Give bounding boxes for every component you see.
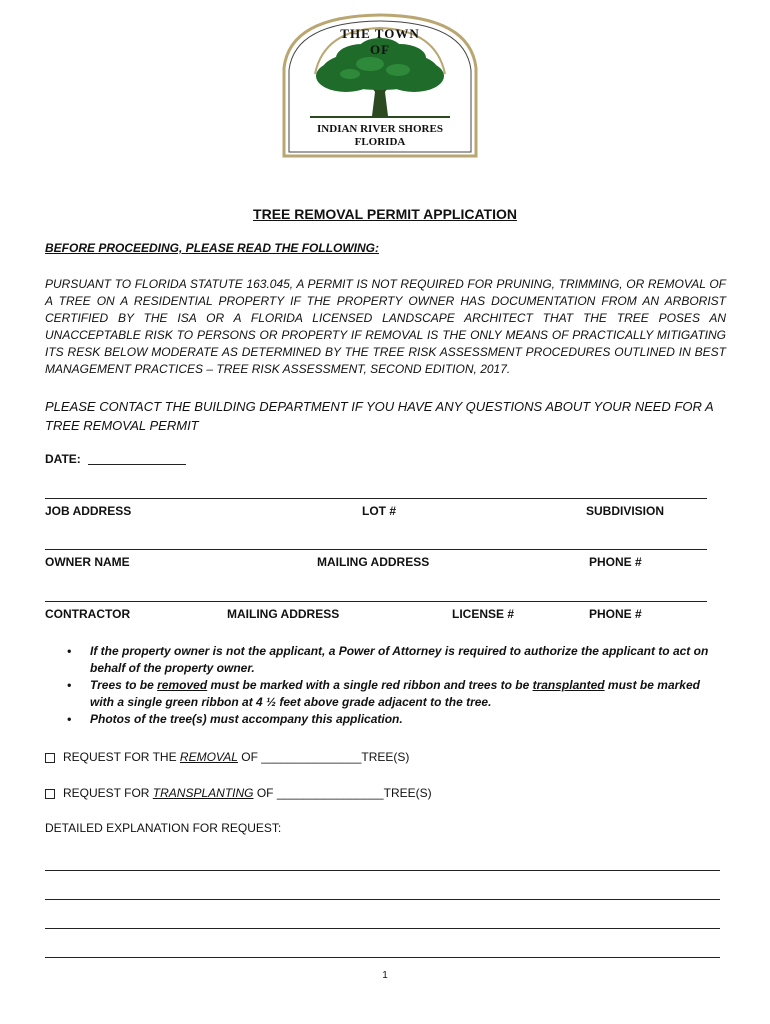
owner-mailing-address-label: MAILING ADDRESS [317,555,430,569]
request-transplant-row: REQUEST FOR TRANSPLANTING OF ________________TREE(S) [45,786,432,800]
bullet-icon: • [67,644,72,658]
request-removal-row: REQUEST FOR THE REMOVAL OF _______________TREE(S) [45,750,409,764]
lot-label: LOT # [362,504,397,518]
job-address-label: JOB ADDRESS [45,504,132,518]
list-item: • If the property owner is not the applicant, a Power of Attorney is required to authorize the applicant to act on behalf of the property owner. [67,644,709,675]
license-label: LICENSE # [452,607,515,621]
town-logo [280,12,480,158]
bullet-icon: • [67,712,72,726]
list-item: • Photos of the tree(s) must accompany this application. [67,712,403,726]
explanation-line-1[interactable] [45,870,720,871]
explanation-line-4[interactable] [45,957,720,958]
requirements-list [45,643,726,728]
removal-count-field[interactable]: _______________ [261,750,362,764]
contractor-mailing-address-label: MAILING ADDRESS [227,607,340,621]
subdivision-label: SUBDIVISION [586,504,665,518]
owner-line[interactable] [45,549,707,550]
page-title: TREE REMOVAL PERMIT APPLICATION [253,206,517,222]
owner-phone-label: PHONE # [589,555,642,569]
page-number: 1 [382,970,388,981]
notice-heading: BEFORE PROCEEDING, PLEASE READ THE FOLLOWING: [45,241,380,255]
contractor-phone-label: PHONE # [589,607,642,621]
contractor-label: CONTRACTOR [45,607,131,621]
list-item: • Trees to be removed must be marked with a single red ribbon and trees to be transplanted must be marked with a single green ribbon at 4 ½ feet above grade adjacent to the tree. [67,678,700,709]
logo-arc-text: THE TOWN OF [340,26,420,57]
transplant-checkbox[interactable] [45,789,55,799]
logo-line1: INDIAN RIVER SHORES [317,123,443,135]
removal-checkbox[interactable] [45,753,55,763]
date-label: DATE: [45,452,81,466]
contact-paragraph: PLEASE CONTACT THE BUILDING DEPARTMENT IF YOU HAVE ANY QUESTIONS ABOUT YOUR NEED FOR A TREE REMOVAL PERMIT [45,399,714,433]
owner-name-label: OWNER NAME [45,555,130,569]
logo-line2: FLORIDA [354,136,406,148]
transplant-count-field[interactable]: ________________ [276,786,384,800]
explanation-label: DETAILED EXPLANATION FOR REQUEST: [45,821,282,835]
job-address-line[interactable] [45,498,707,499]
contractor-line[interactable] [45,601,707,602]
explanation-line-2[interactable] [45,899,720,900]
explanation-line-3[interactable] [45,928,720,929]
statute-paragraph: PURSUANT TO FLORIDA STATUTE 163.045, A PERMIT IS NOT REQUIRED FOR PRUNING, TRIMMING, OR REMOVAL OF A TREE ON A RESIDENTIAL PROPERTY IF THE PROPERTY OWNER HAS DOCUMENTATION FROM AN ARBORIST CERTIFIED BY THE ISA OR A FLORIDA LICENSED LANDSCAPE ARCHITECT THAT THE TREE POSES AN UNACCEPTABLE RISK TO PERSONS OR PROPERTY IF REMOVAL IS THE ONLY MEANS OF PRACTICALLY MITIGATING ITS RESK BELOW MODERATE AS DETERMINED BY THE TREE RISK ASSESSMENT PROCEDURES OUTLINED IN BEST MANAGEMENT PRACTICES – TREE RISK ASSESSMENT, SECOND EDITION, 2017. [45,277,726,376]
bullet-icon: • [67,678,72,692]
date-field[interactable] [88,464,186,465]
